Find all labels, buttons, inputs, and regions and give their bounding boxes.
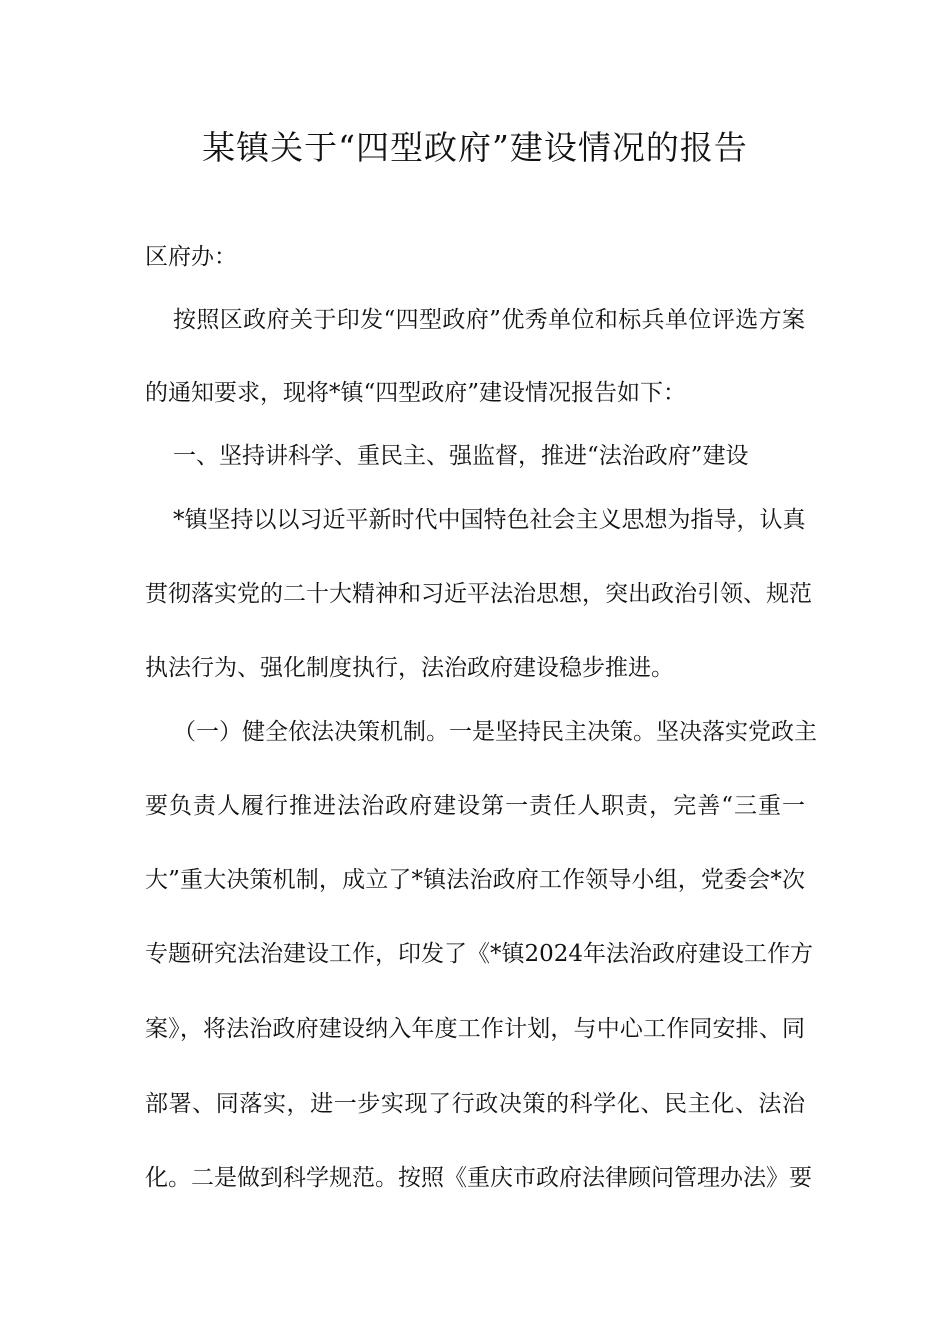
paragraph-line: 部署、同落实，进一步实现了行政决策的科学化、民主化、法治 xyxy=(145,1091,805,1117)
addressee: 区府办： xyxy=(145,244,237,270)
paragraph-line: 的通知要求，现将*镇“四型政府”建设情况报告如下： xyxy=(145,380,687,406)
paragraph-line: 贯彻落实党的二十大精神和习近平法治思想，突出政治引领、规范 xyxy=(145,581,812,607)
section-heading: 一、坚持讲科学、重民主、强监督，推进“法治政府”建设 xyxy=(173,443,749,469)
paragraph-line: 要负责人履行推进法治政府建设第一责任人职责，完善“三重一 xyxy=(145,793,805,819)
paragraph-line: 化。二是做到科学规范。按照《重庆市政府法律顾问管理办法》要 xyxy=(145,1165,812,1191)
paragraph-line: *镇坚持以以习近平新时代中国特色社会主义思想为指导，认真 xyxy=(173,507,806,533)
paragraph-line: 执法行为、强化制度执行，法治政府建设稳步推进。 xyxy=(145,655,674,681)
document-title: 某镇关于“四型政府”建设情况的报告 xyxy=(202,128,748,167)
paragraph-line: （一）健全依法决策机制。一是坚持民主决策。坚决落实党政主 xyxy=(173,719,817,745)
paragraph-line: 案》，将法治政府建设纳入年度工作计划，与中心工作同安排、同 xyxy=(145,1016,805,1042)
paragraph-line: 专题研究法治建设工作，印发了《*镇2024年法治政府建设工作方 xyxy=(145,941,814,967)
paragraph-line: 大”重大决策机制，成立了*镇法治政府工作领导小组，党委会*次 xyxy=(145,867,805,893)
paragraph-line: 按照区政府关于印发“四型政府”优秀单位和标兵单位评选方案 xyxy=(173,307,805,333)
